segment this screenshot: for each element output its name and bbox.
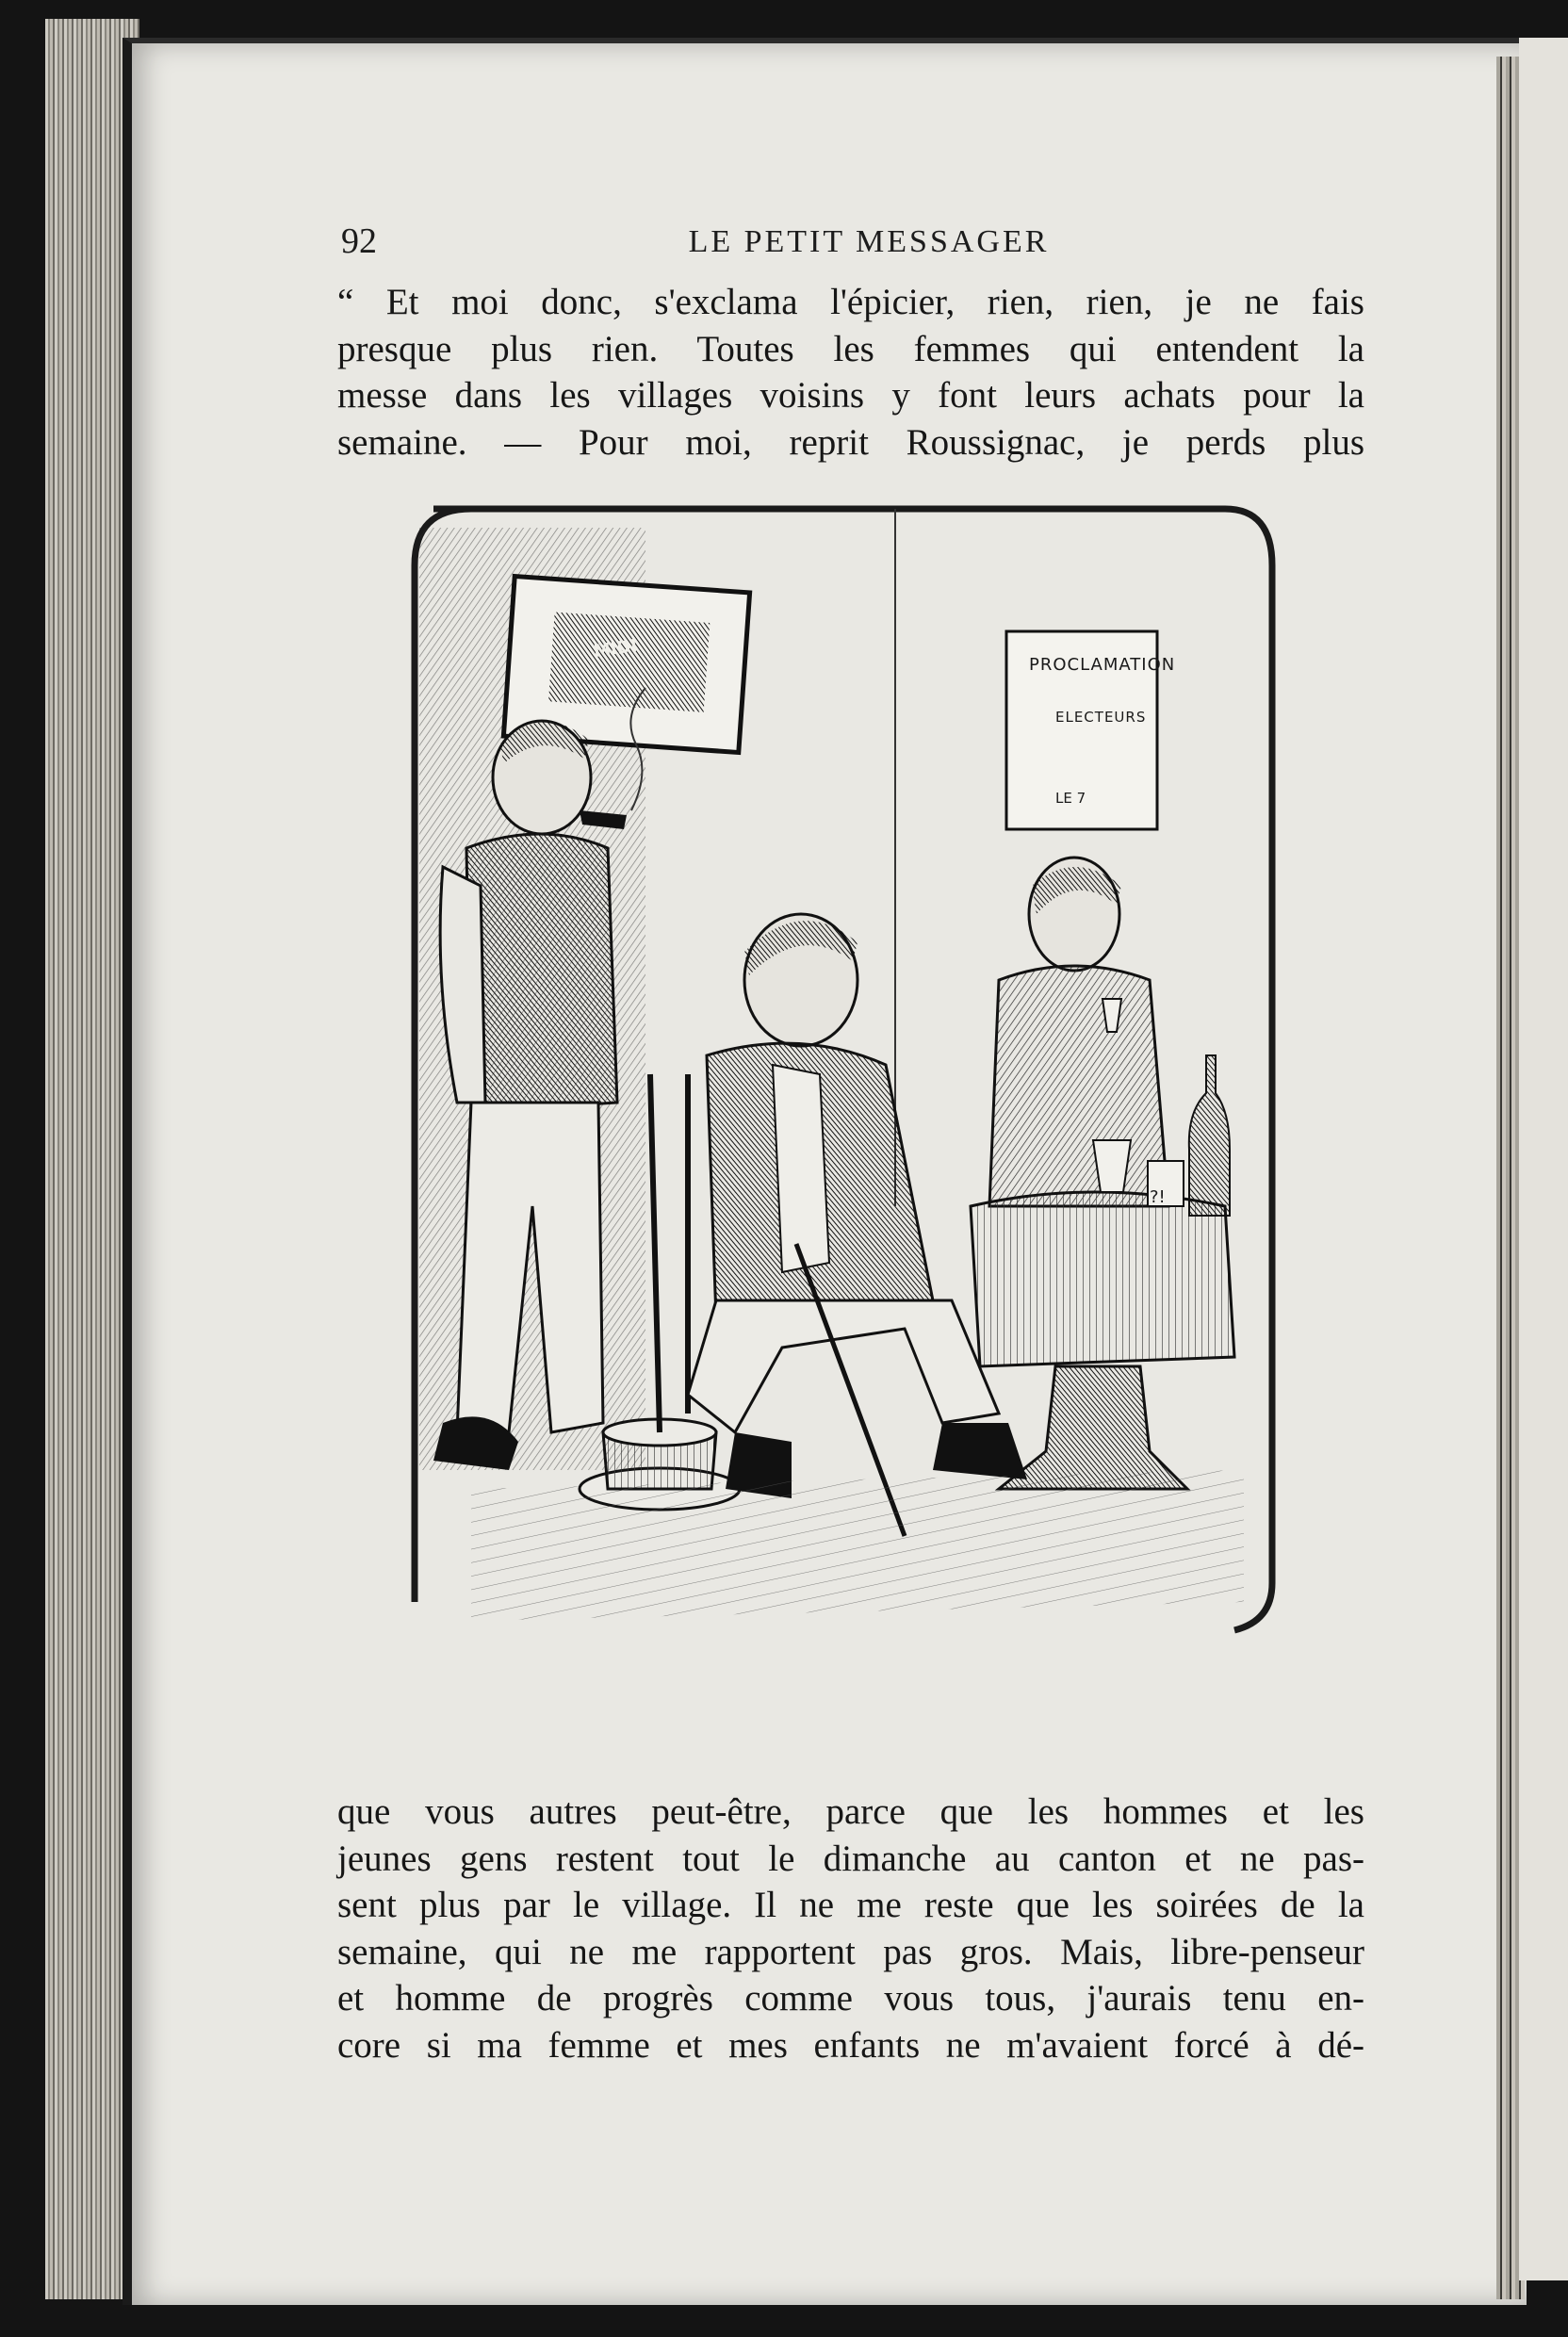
text-line: semaine, qui ne me rapportent pas gros. Mais, libre-penseur xyxy=(337,1931,1364,1972)
poster-tag: LE 7 xyxy=(1055,790,1086,807)
glass-label: ?! xyxy=(1150,1187,1166,1207)
running-title: LE PETIT MESSAGER xyxy=(688,224,1050,259)
next-page-strip xyxy=(1519,38,1568,2280)
engraving-drawing xyxy=(377,490,1282,1734)
text-line: messe dans les villages voisins y font leurs achats pour la xyxy=(337,375,1364,416)
engraving-illustration xyxy=(377,490,1282,1734)
text-line: core si ma femme et mes enfants ne m'avaient forcé à dé- xyxy=(337,2024,1364,2066)
text-line: semaine. — Pour moi, reprit Roussignac, je perds plus xyxy=(337,421,1364,463)
text-line: presque plus rien. Toutes les femmes qui entendent la xyxy=(337,328,1364,369)
text-line: “ Et moi donc, s'exclama l'épicier, rien, rien, je ne fais xyxy=(337,282,1364,322)
frame-inscription: MIDI xyxy=(592,635,639,662)
text-line: et homme de progrès comme vous tous, j'aurais tenu en- xyxy=(337,1978,1364,2018)
text-line: que vous autres peut-être, parce que les hommes et les xyxy=(337,1791,1364,1832)
poster-subtitle: ELECTEURS xyxy=(1055,709,1147,726)
running-head xyxy=(341,221,1380,273)
paragraph-top xyxy=(337,279,1364,466)
poster-title: PROCLAMATION xyxy=(1029,655,1176,675)
page-number: 92 xyxy=(341,221,377,261)
text-line: jeunes gens restent tout le dimanche au canton et ne pas- xyxy=(337,1838,1364,1879)
text-line: sent plus par le village. Il ne me reste que les soirées de la xyxy=(337,1885,1364,1925)
paragraph-bottom xyxy=(337,1789,1364,2068)
